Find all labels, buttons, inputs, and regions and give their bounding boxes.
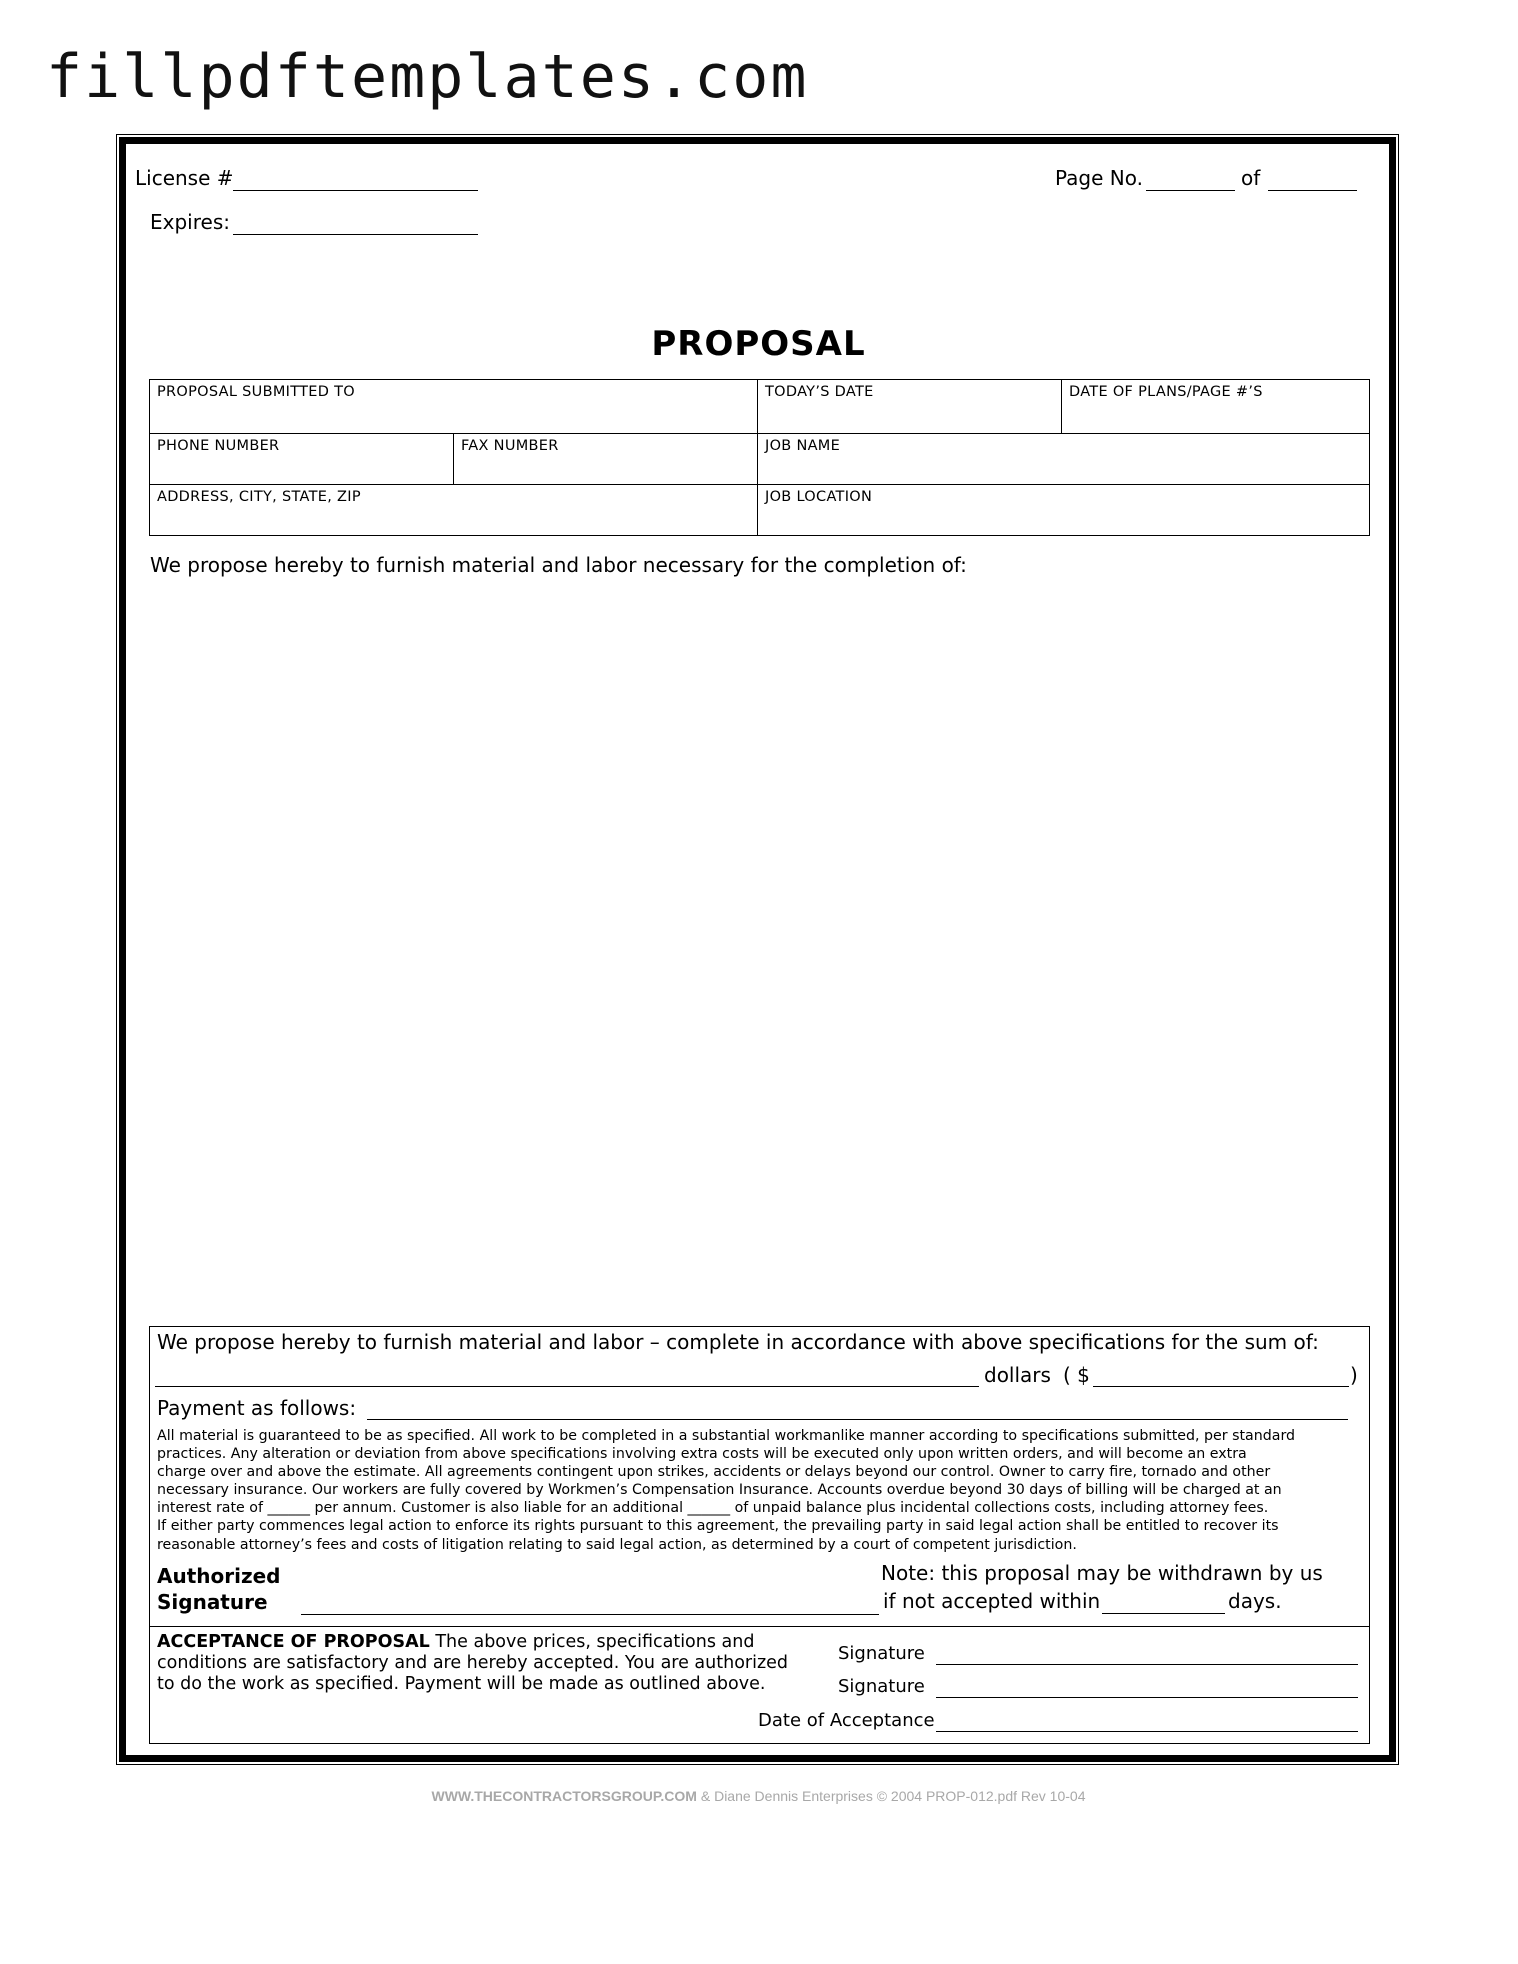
acceptance-heading: ACCEPTANCE OF PROPOSAL	[157, 1632, 430, 1652]
payment-label: Payment as follows:	[157, 1396, 357, 1420]
fax-number-field[interactable]	[454, 434, 757, 484]
date-of-plans-field[interactable]	[1062, 380, 1369, 433]
signature-label-2: Signature	[838, 1676, 925, 1697]
address-field[interactable]	[150, 485, 757, 535]
job-location-field[interactable]	[758, 485, 1369, 535]
field-label: PROPOSAL SUBMITTED TO	[157, 384, 355, 400]
withdrawal-days-field[interactable]	[1102, 1613, 1225, 1614]
acceptance-signature-1-field[interactable]	[936, 1664, 1358, 1665]
acceptance-line1	[157, 1632, 754, 1652]
page-no-field[interactable]	[1146, 190, 1235, 191]
sum-statement: We propose hereby to furnish material and labor – complete in accordance with above specifications for the sum of:	[157, 1330, 1319, 1354]
field-label: JOB LOCATION	[765, 489, 873, 505]
field-label: FAX NUMBER	[461, 438, 559, 454]
proposal-info-grid	[149, 379, 1370, 536]
terms-line: All material is guaranteed to be as specified. All work to be completed in a substantial workmanlike manner according to specifications submitted, per standard	[157, 1428, 1296, 1444]
terms-line: charge over and above the estimate. All agreements contingent upon strikes, accidents or delays beyond our control. Owner to carry fire, tornado and other	[157, 1464, 1271, 1481]
todays-date-field[interactable]	[758, 380, 1061, 433]
license-label: License #	[135, 166, 234, 190]
acceptance-divider	[150, 1626, 1369, 1627]
footer-credit: & Diane Dennis Enterprises © 2004 PROP-012.pdf Rev 10-04	[696, 1788, 1086, 1804]
acceptance-line3: to do the work as specified. Payment will be made as outlined above.	[157, 1674, 766, 1694]
sum-amount-field[interactable]	[1093, 1386, 1349, 1387]
authorized-label-line2: Signature	[157, 1590, 268, 1614]
amount-open-paren: ( $	[1063, 1363, 1090, 1387]
field-label: DATE OF PLANS/PAGE #’S	[1069, 384, 1263, 400]
date-of-acceptance-field[interactable]	[936, 1731, 1358, 1732]
acceptance-text: The above prices, specifications and	[435, 1632, 755, 1652]
site-brand-logo[interactable]: fillpdftemplates.com	[46, 42, 809, 112]
terms-line: If either party commences legal action to enforce its rights pursuant to this agreement, the prevailing party in said legal action shall be entitled to recover its	[157, 1518, 1279, 1535]
authorized-signature-field[interactable]	[301, 1614, 879, 1615]
page-footer	[120, 1788, 1397, 1804]
page-total-field[interactable]	[1268, 190, 1357, 191]
work-description-intro: We propose hereby to furnish material and labor necessary for the completion of:	[150, 553, 967, 577]
terms-text	[157, 1427, 1360, 1554]
signature-label-1: Signature	[838, 1643, 925, 1664]
payment-terms-field[interactable]	[367, 1419, 1348, 1420]
work-description-area[interactable]	[150, 590, 1368, 1290]
expires-field[interactable]	[233, 234, 478, 235]
field-label: ADDRESS, CITY, STATE, ZIP	[157, 489, 361, 505]
withdrawal-note-line2: if not accepted within	[883, 1589, 1101, 1613]
license-field[interactable]	[233, 190, 478, 191]
job-name-field[interactable]	[758, 434, 1369, 484]
page-no-label: Page No.	[1055, 166, 1143, 190]
withdrawal-note-line1: Note: this proposal may be withdrawn by us	[881, 1561, 1323, 1585]
proposal-submitted-to-field[interactable]	[150, 380, 757, 433]
date-of-acceptance-label: Date of Acceptance	[758, 1710, 935, 1731]
authorized-label-line1: Authorized	[157, 1564, 281, 1588]
phone-number-field[interactable]	[150, 434, 453, 484]
terms-line: practices. Any alteration or deviation from above specifications involving extra costs will be executed only upon written orders, and will become an extra	[157, 1446, 1247, 1463]
expires-label: Expires:	[150, 210, 230, 234]
sum-words-field[interactable]	[155, 1386, 979, 1387]
terms-line: necessary insurance. Our workers are fully covered by Workmen’s Compensation Insurance. Accounts overdue beyond 30 days of billing will be charged at an	[157, 1482, 1282, 1499]
terms-line: interest rate of ______ per annum. Customer is also liable for an additional ______ of unpaid balance plus incidental collections costs, including attorney fees.	[157, 1500, 1269, 1517]
page-title: PROPOSAL	[651, 324, 866, 364]
field-label: JOB NAME	[765, 438, 841, 454]
page-of-label: of	[1241, 166, 1261, 190]
dollars-label: dollars	[984, 1363, 1051, 1387]
field-label: TODAY’S DATE	[765, 384, 874, 400]
withdrawal-days-label: days.	[1228, 1589, 1282, 1613]
field-label: PHONE NUMBER	[157, 438, 280, 454]
footer-site-link[interactable]: WWW.THECONTRACTORSGROUP.COM	[431, 1788, 697, 1804]
terms-line: reasonable attorney’s fees and costs of litigation relating to said legal action, as determined by a court of competent jurisdiction.	[157, 1536, 1077, 1553]
amount-close-paren: )	[1350, 1363, 1358, 1387]
acceptance-line2: conditions are satisfactory and are hereby accepted. You are authorized	[157, 1653, 789, 1673]
acceptance-signature-2-field[interactable]	[936, 1697, 1358, 1698]
